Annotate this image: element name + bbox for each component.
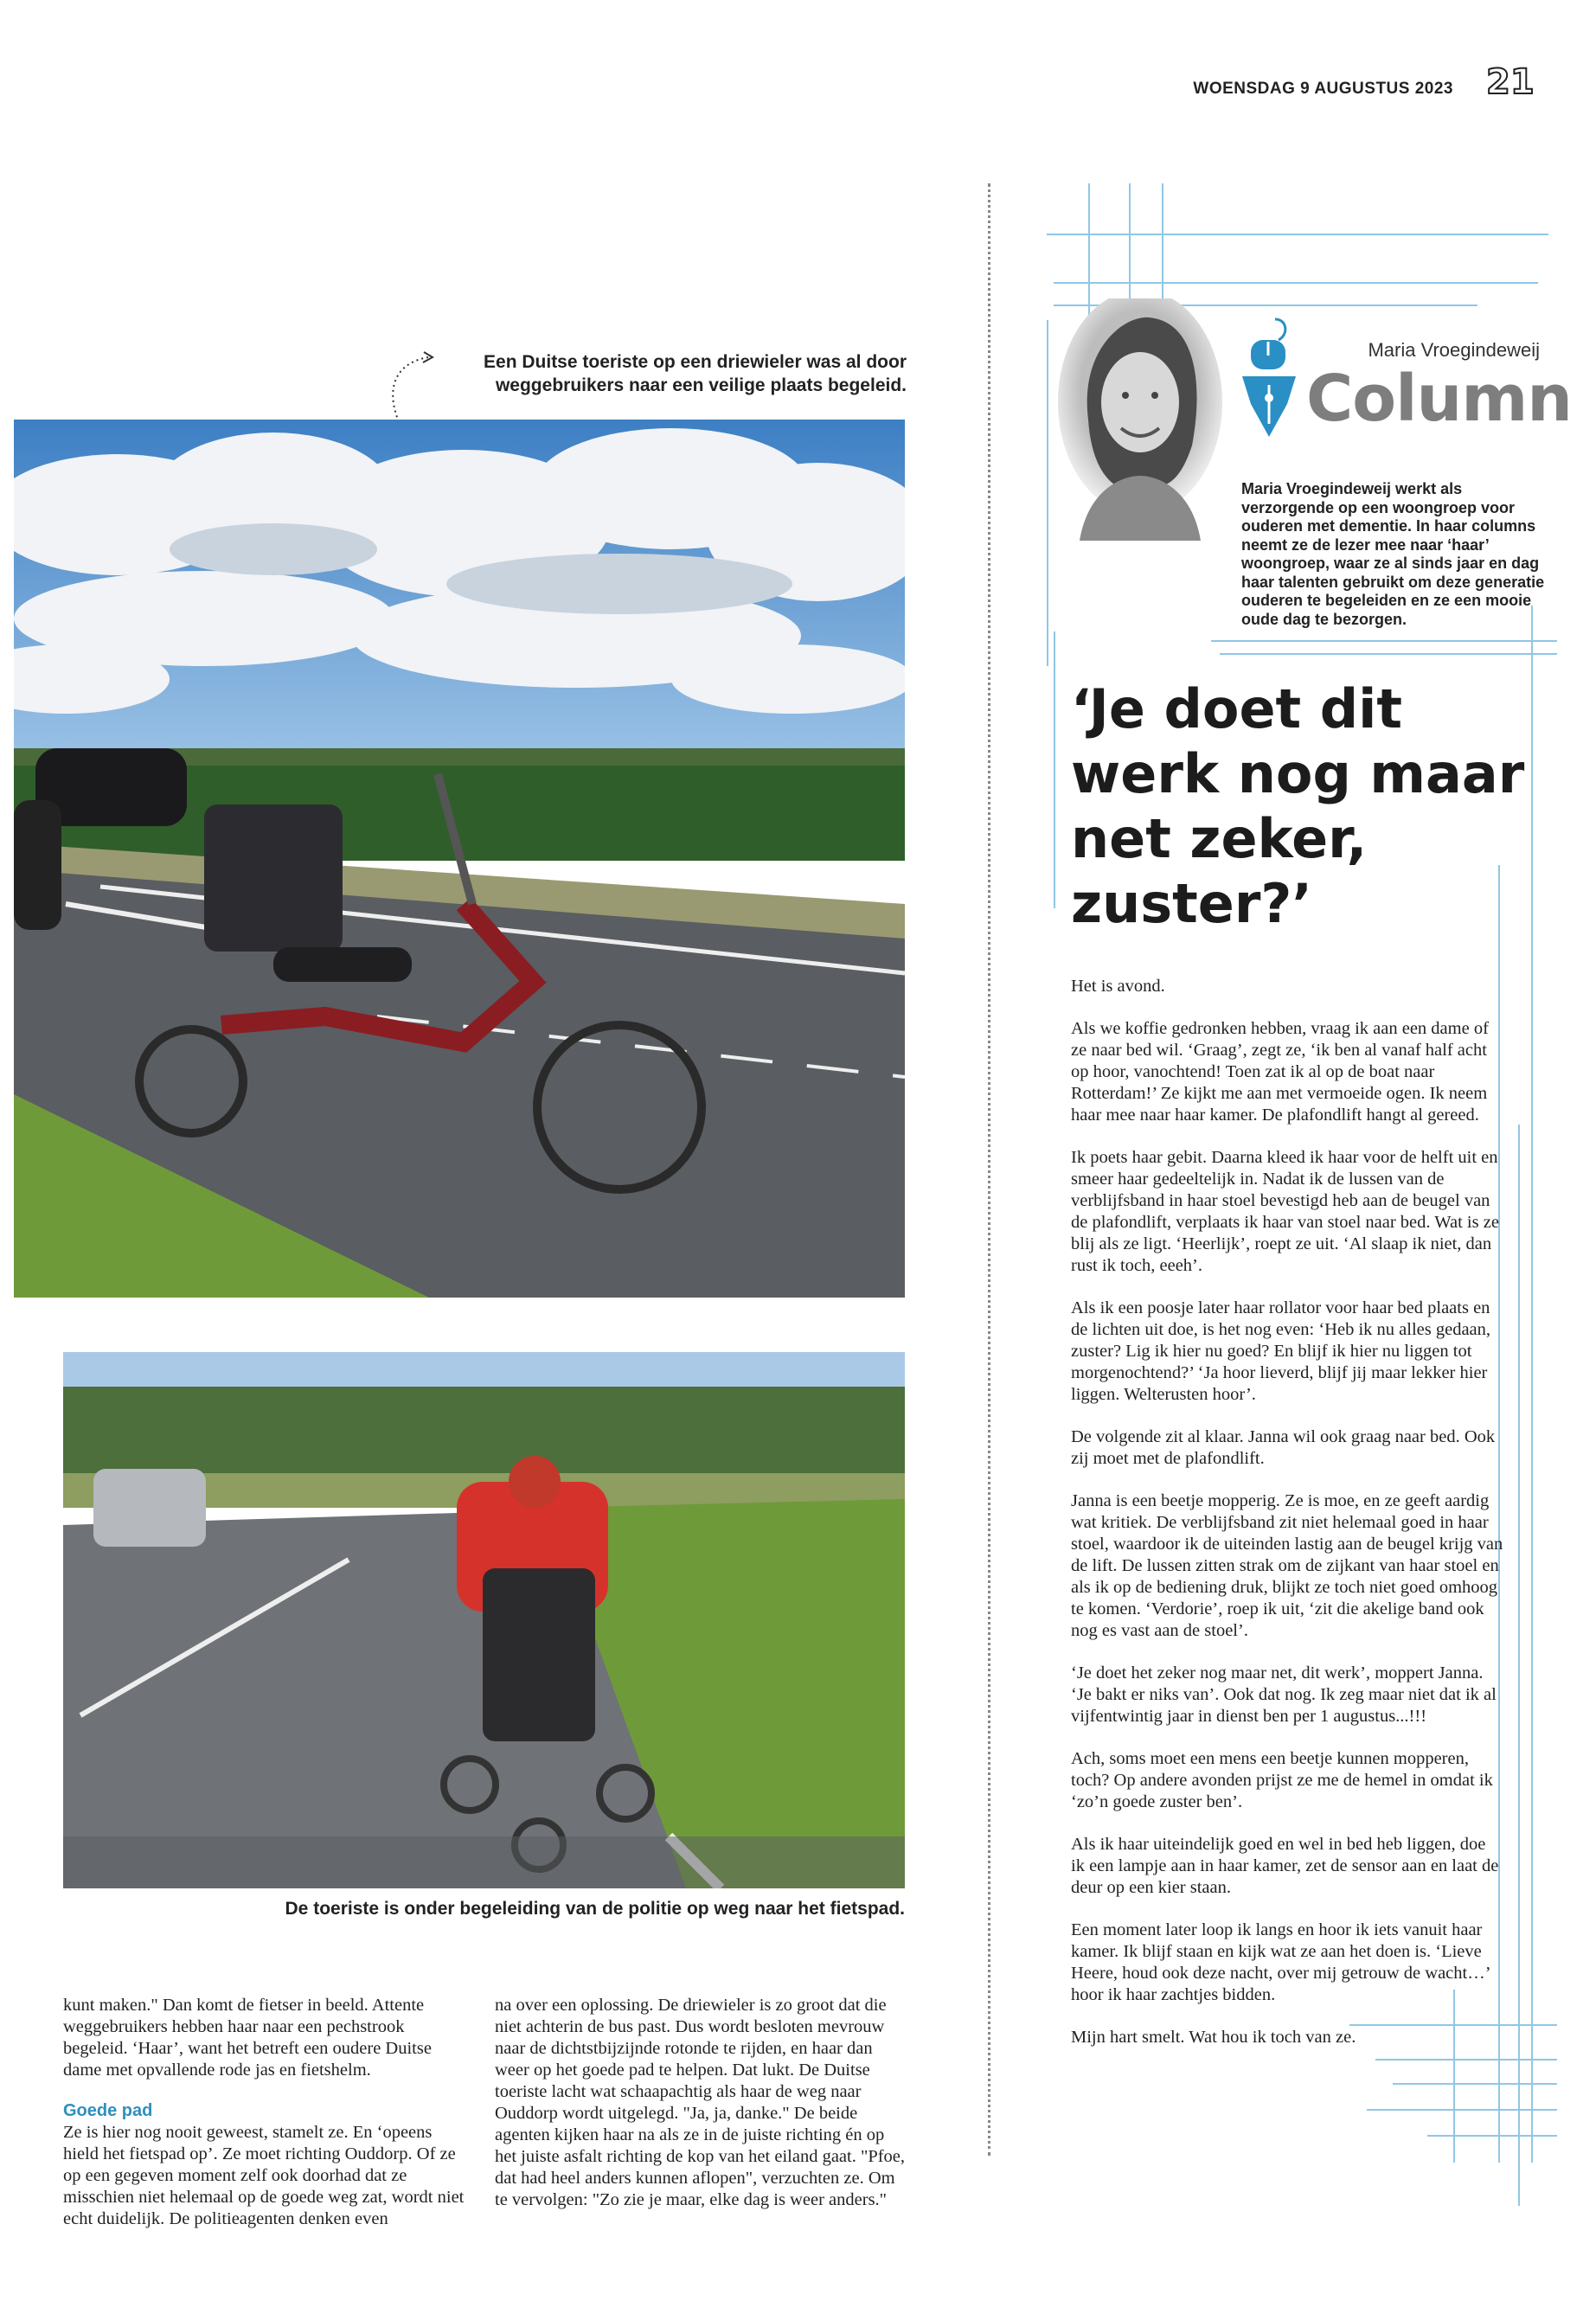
column-paragraph: ‘Je doet het zeker nog maar net, dit werk’, moppert Janna. ‘Je bakt er niks van’. Ook dat nog. Ik zeg maar niet dat ik al vijfentwintig jaar in dienst ben per 1 augustus...!!! (1071, 1663, 1497, 1726)
column-author: Maria Vroegindeweij (1368, 339, 1540, 361)
column-body (1071, 976, 1503, 2069)
column-divider (988, 183, 990, 2156)
author-bio: Maria Vroegindeweij werkt als verzorgende op een woongroep voor ouderen met dementie. In haar columns neemt ze de lezer mee naar ‘haar’ woongroep, waar ze al sinds jaar en dag haar talenten gebruikt om deze generatie ouderen te begeleiden en ze een mooie oude dag te bezorgen. (1241, 480, 1545, 628)
author-portrait (1054, 298, 1227, 541)
caption-line: Een Duitse toeriste op een driewieler was al door (484, 352, 907, 372)
column-headline: ‘Je doet dit werk nog maar net zeker, zuster?’ (1071, 677, 1525, 935)
column-paragraph: Als ik een poosje later haar rollator voor haar bed plaats en de lichten uit doe, is het nog even: ‘Heb ik nu alles gedaan, zuster? Lig ik hier nu goed? En blijf ik hier nu liggen tot morgenochtend?’ ‘Ja hoor lieverd, blijf jij maar lekker hier liggen. Welterusten hoor’. (1071, 1298, 1491, 1404)
column-label: Column (1306, 362, 1572, 436)
column-paragraph: Als we koffie gedronken hebben, vraag ik aan een dame of ze naar bed wil. ‘Graag’, zegt ze, ‘ik ben al vanaf half acht op hoor, vanochtend! Toen zat ik al op de boat naar Rotterdam!’ Ze kijkt me aan met vermoeide ogen. Ik neem haar mee naar haar kamer. De plafondlift hangt al gereed. (1071, 1019, 1489, 1125)
tricycle-roadside-photo (14, 420, 905, 1298)
column-paragraph: Janna is een beetje mopperig. Ze is moe, en ze geeft aardig wat kritiek. De verblijfsband zit niet helemaal goed in haar stoel, waardoor ik de uiteinden lastig aan de beugel krijg van de lift. De lussen zitten strak om de zijkant van haar stoel en als ik op de bediening druk, blijkt ze toch niet goed omhoog te komen. ‘Verdorie’, roep ik uit, ‘zit die akelige band ook nog es vast aan de stoel’. (1071, 1491, 1503, 1640)
column-paragraph: Mijn hart smelt. Wat hou ik toch van ze. (1071, 2028, 1356, 2047)
column-paragraph: Ik poets haar gebit. Daarna kleed ik haar voor de helft uit en smeer haar gedeeltelijk in. Nadat ik de lussen van de verblijfsband in haar stoel bevestigd heb aan de beugel van de plafondlift, verplaats ik haar van stoel naar bed. Wat is ze blij als ze ligt. ‘Heerlijk’, roept ze uit. ‘Al slaap ik niet, dan rust ik toch, eeeh’. (1071, 1148, 1499, 1275)
column-paragraph: De volgende zit al klaar. Janna wil ook graag naar bed. Ook zij moet met de plafondlift. (1071, 1427, 1496, 1468)
page-number: 21 (1486, 62, 1535, 102)
article-paragraph: kunt maken." Dan komt de fietser in beeld. Attente weggebruikers hebben haar naar een pechstrook begeleid. ‘Haar’, want het betreft een oudere Duitse dame met opvallende rode jas en fietshelm. (63, 1996, 432, 2080)
pen-mouse-icon (1235, 316, 1303, 445)
article-subhead: Goede pad (63, 2101, 153, 2120)
photo-caption-bottom: De toeriste is onder begeleiding van de politie op weg naar het fietspad. (285, 1899, 905, 1919)
column-paragraph: Ach, soms moet een mens een beetje kunnen mopperen, toch? Op andere avonden prijst ze me de hemel in omdat ik ‘zo’n goede zuster ben’. (1071, 1749, 1493, 1811)
article-column-left (63, 1995, 470, 2230)
column-paragraph: Het is avond. (1071, 977, 1165, 996)
column-paragraph: Als ik haar uiteindelijk goed en wel in bed heb liggen, doe ik een lampje aan in haar kamer, zet de sensor aan en laat de deur op een kier staan. (1071, 1835, 1499, 1897)
issue-date: WOENSDAG 9 AUGUSTUS 2023 (1193, 80, 1453, 98)
article-paragraph: na over een oplossing. De driewieler is zo groot dat die niet achterin de bus past. Dus wordt besloten mevrouw naar de dichtstbijzijnde rotonde te rijden, en haar dan weer op het goede pad te helpen. Dat lukt. De Duitse toeriste lacht wat schaapachtig als haar de weg naar Ouddorp wordt uitgelegd. "Ja, ja, danke." De beide agenten kijken haar na als ze in de juiste richting én op het juiste asfalt richting de kop van het eiland gaat. "Pfoe, dat had heel anders kunnen aflopen", verzuchten ze. Om te vervolgen: "Zo zie je maar, elke dag is weer anders." (495, 1996, 906, 2209)
tourist-police-escort-photo (63, 1352, 905, 1888)
column-paragraph: Een moment later loop ik langs en hoor ik iets vanuit haar kamer. Ik blijf staan en kijk wat ze aan het doen is. ‘Lieve Heere, houd ook deze nacht, over mij getrouw de wacht…’ hoor ik haar zachtjes bidden. (1071, 1920, 1490, 2004)
article-paragraph: Ze is hier nog nooit geweest, stamelt ze. En ‘opeens hield het fietspad op’. Ze moet richting Ouddorp. Of ze op een gegeven moment zelf ook doorhad dat ze misschien niet helemaal op de goede weg zat, wordt niet echt duidelijk. De politieagenten denken even (63, 2123, 465, 2228)
article-column-middle (495, 1995, 908, 2211)
photo-caption-top (363, 350, 907, 397)
caption-line: weggebruikers naar een veilige plaats begeleid. (495, 375, 907, 395)
